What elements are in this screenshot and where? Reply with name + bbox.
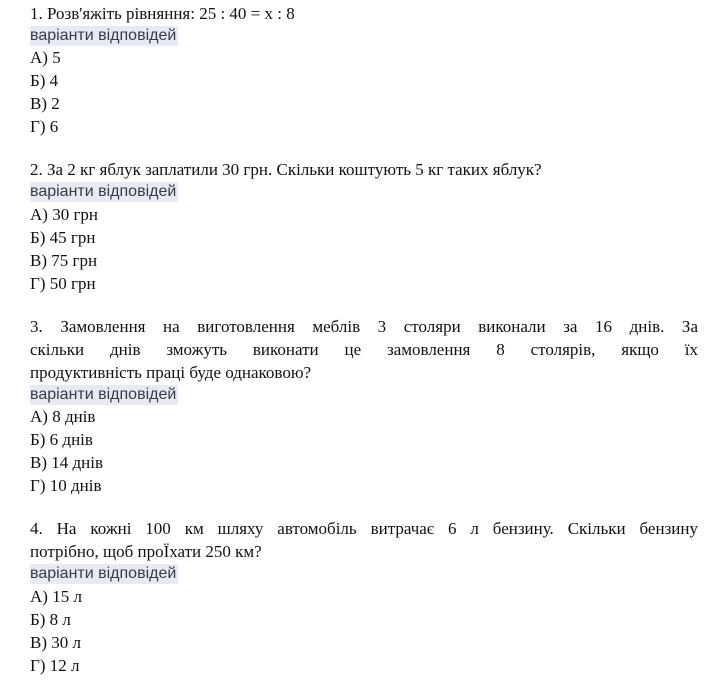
question-3-text-line-2: скільки днів зможуть виконати це замовлення 8 столярів, якщо їх (30, 340, 698, 359)
question-3-answer-hint: варіанти відповідей (30, 386, 177, 403)
question-4-text-line-2: потрібно, щоб проЇхати 250 км? (30, 542, 262, 561)
question-2-answer-hint: варіанти відповідей (30, 183, 177, 200)
question-1-answer-hint: варіанти відповідей (30, 27, 177, 44)
question-3-option-d: Г) 10 днів (30, 476, 102, 495)
question-1-option-a: А) 5 (30, 48, 61, 67)
question-1-option-b: Б) 4 (30, 71, 59, 90)
question-3-text-line-1: 3. Замовлення на виготовлення меблів 3 столяри виконали за 16 днів. За (30, 317, 698, 336)
question-3-option-b: Б) 6 днів (30, 430, 93, 449)
question-4-answer-hint: варіанти відповідей (30, 565, 177, 582)
question-2-option-b: Б) 45 грн (30, 228, 96, 247)
question-1-option-c: В) 2 (30, 94, 60, 113)
question-3-option-a: А) 8 днів (30, 407, 96, 426)
question-2-option-c: В) 75 грн (30, 251, 98, 270)
question-4-option-d: Г) 12 л (30, 656, 80, 675)
question-4-option-b: Б) 8 л (30, 610, 71, 629)
question-2-option-a: А) 30 грн (30, 205, 99, 224)
question-1-text: 1. Розв'яжіть рівняння: 25 : 40 = х : 8 (30, 4, 295, 23)
question-3-option-c: В) 14 днів (30, 453, 103, 472)
question-4-text-line-1: 4. На кожні 100 км шляху автомобіль витрачає 6 л бензину. Скільки бензину (30, 519, 698, 538)
question-2-text: 2. За 2 кг яблук заплатили 30 грн. Скільки коштують 5 кг таких яблук? (30, 160, 542, 179)
question-1-option-d: Г) 6 (30, 117, 59, 136)
question-4-option-a: А) 15 л (30, 587, 82, 606)
question-4-option-c: В) 30 л (30, 633, 81, 652)
question-3-text-line-3: продуктивність праці буде однаковою? (30, 363, 312, 382)
question-2-option-d: Г) 50 грн (30, 274, 96, 293)
